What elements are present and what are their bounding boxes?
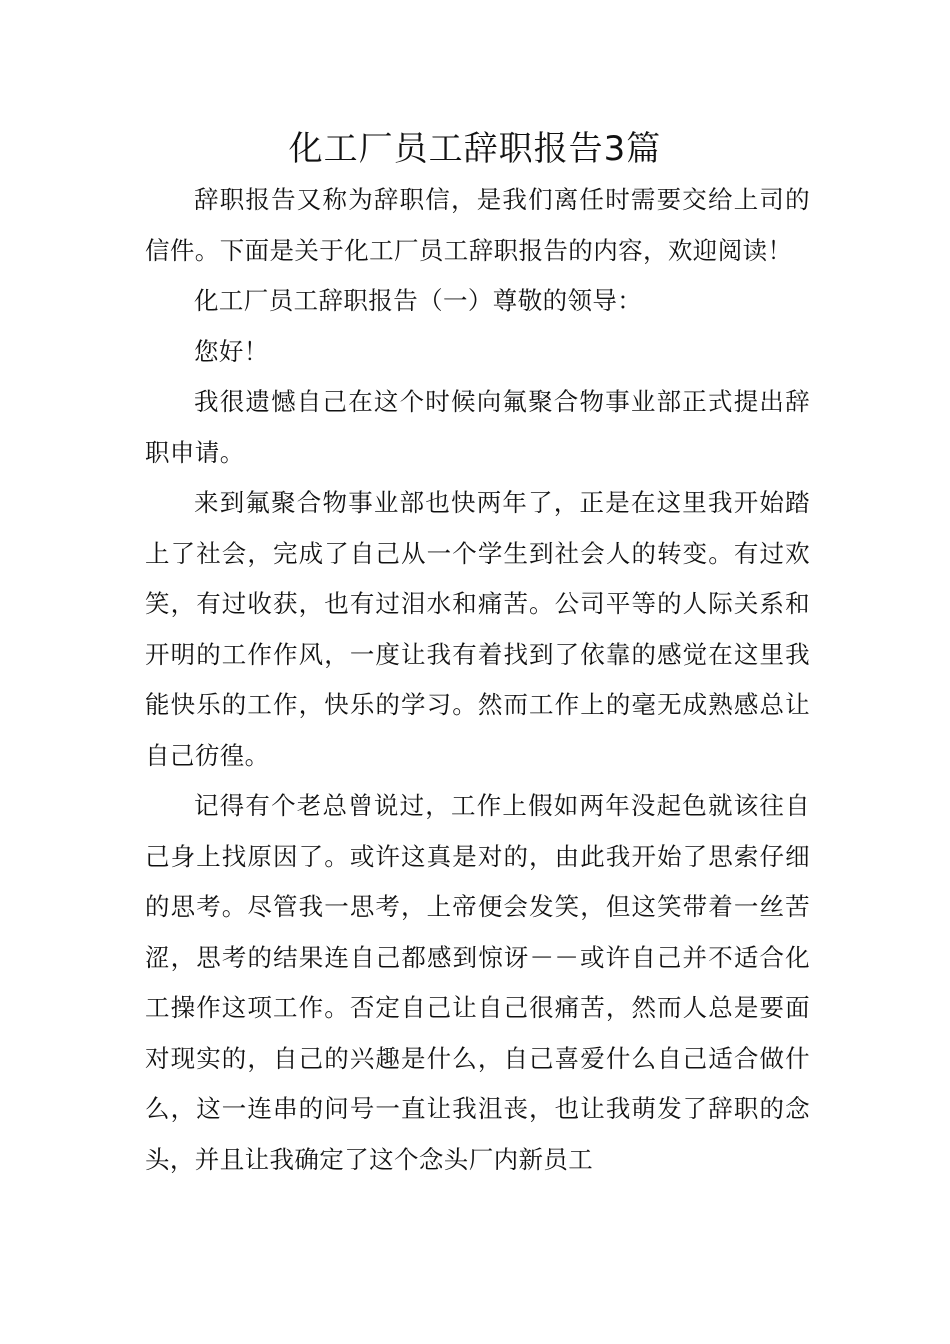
body-paragraph: 来到氟聚合物事业部也快两年了，正是在这里我开始踏上了社会，完成了自己从一个学生到社会人的转变。有过欢笑，有过收获，也有过泪水和痛苦。公司平等的人际关系和开明的工作作风，一度让我有着找到了依靠的感觉在这里我能快乐的工作，快乐的学习。然而工作上的毫无成熟感总让自己彷徨。 bbox=[145, 488, 810, 770]
report-heading-salutation: 化工厂员工辞职报告（一）尊敬的领导： bbox=[194, 286, 643, 315]
body-paragraph: 记得有个老总曾说过，工作上假如两年没起色就该往自己身上找原因了。或许这真是对的，由此我开始了思索仔细的思考。尽管我一思考，上帝便会发笑，但这笑带着一丝苦涩，思考的结果连自己都感到惊讶－－或许自己并不适合化工操作这项工作。否定自己让自己很痛苦，然而人总是要面对现实的，自己的兴趣是什么，自己喜爱什么自己适合做什么，这一连串的问号一直让我沮丧，也让我萌发了辞职的念头，并且让我确定了这个念头厂内新员工 bbox=[145, 791, 810, 1174]
document-title: 化工厂员工辞职报告3篇 bbox=[288, 129, 662, 169]
body-paragraph: 我很遗憾自己在这个时候向氟聚合物事业部正式提出辞职申请。 bbox=[145, 387, 810, 467]
intro-paragraph: 辞职报告又称为辞职信，是我们离任时需要交给上司的信件。下面是关于化工厂员工辞职报告的内容，欢迎阅读！ bbox=[145, 185, 810, 265]
document-body bbox=[145, 175, 810, 1185]
greeting: 您好！ bbox=[194, 336, 269, 366]
